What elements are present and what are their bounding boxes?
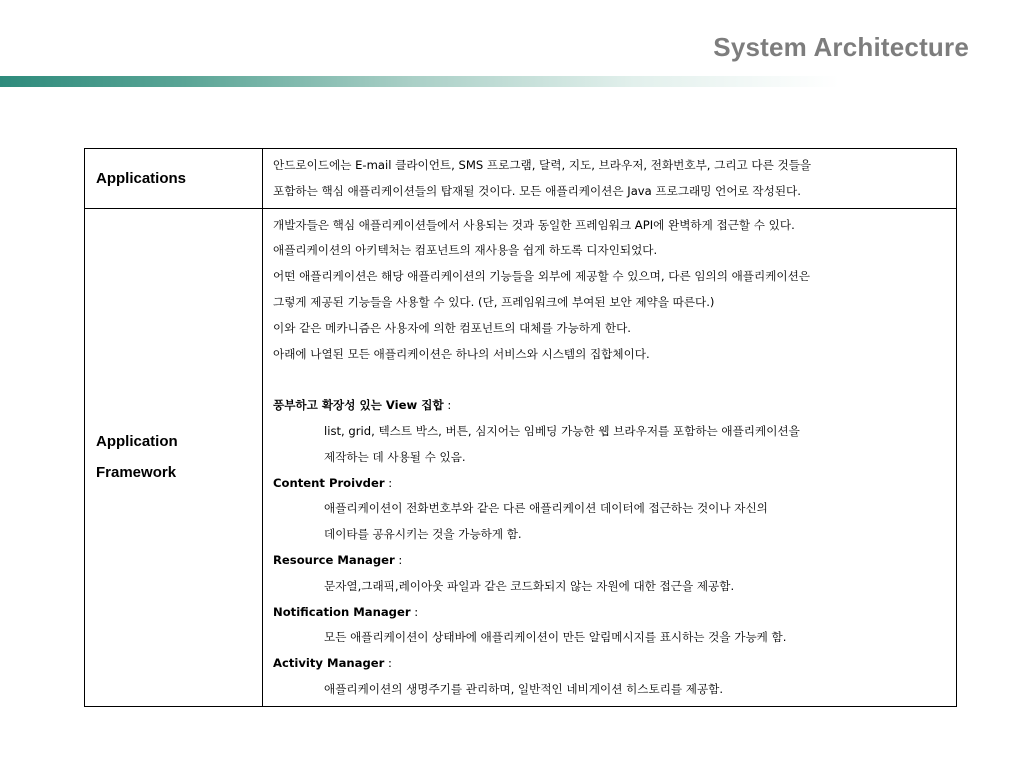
notification-manager-heading: Notification Manager	[273, 604, 411, 619]
framework-intro-line: 이와 같은 메카니즘은 사용자에 의한 컴포넌트의 대체를 가능하게 한다.	[273, 320, 631, 335]
framework-intro-line: 애플리케이션의 아키텍처는 컴포넌트의 재사용을 쉽게 하도록 디자인되었다.	[273, 243, 658, 258]
title-accent-bar	[0, 76, 1024, 87]
resource-manager-heading: Resource Manager	[273, 552, 395, 567]
resource-manager-line: 문자열,그래픽,레이아웃 파일과 같은 코드화되지 않는 자원에 대한 접근을 제공함.	[324, 578, 735, 593]
framework-label-line1: Application	[96, 433, 178, 451]
spacer	[273, 367, 948, 393]
framework-label-line2: Framework	[96, 464, 177, 482]
applications-content-cell	[263, 149, 957, 209]
activity-manager-line: 애플리케이션의 생명주기를 관리하며, 일반적인 네비게이션 히스토리를 제공함.	[324, 681, 724, 696]
content-provider-line: 애플리케이션이 전화번호부와 같은 다른 애플리케이션 데이터에 접근하는 것이나 자신의	[324, 501, 768, 516]
applications-label: Applications	[96, 169, 187, 187]
activity-manager-heading-line	[273, 651, 948, 677]
framework-content-cell	[263, 208, 957, 706]
content-provider-heading-line	[273, 471, 948, 497]
framework-intro-line: 그렇게 제공된 기능들을 사용할 수 있다. (단, 프레임워크에 부여된 보안 제약을 따른다.)	[273, 294, 715, 309]
applications-line: 포함하는 핵심 애플리케이션들의 탑재될 것이다. 모든 애플리케이션은 Java 프로그래밍 언어로 작성된다.	[273, 183, 801, 198]
framework-intro-line: 어떤 애플리케이션은 해당 애플리케이션의 기능들을 외부에 제공할 수 있으며, 다른 임의의 애플리케이션은	[273, 269, 811, 284]
content-provider-heading: Content Proivder	[273, 475, 385, 490]
resource-manager-heading-line	[273, 548, 948, 574]
views-line: list, grid, 텍스트 박스, 버튼, 심지어는 임베딩 가능한 웹 브라우저를 포함하는 애플리케이션을	[324, 423, 800, 438]
heading-suffix: :	[384, 656, 392, 671]
framework-label-cell	[85, 208, 263, 706]
slide-title: System Architecture	[713, 32, 969, 62]
views-heading-line	[273, 393, 948, 419]
views-line: 제작하는 데 사용될 수 있음.	[324, 449, 466, 464]
heading-suffix: :	[410, 604, 419, 619]
heading-suffix: :	[384, 475, 393, 490]
table-row-framework	[85, 208, 957, 706]
activity-manager-heading: Activity Manager	[273, 656, 385, 671]
framework-intro-line: 아래에 나열된 모든 애플리케이션은 하나의 서비스와 시스템의 집합체이다.	[273, 346, 650, 361]
applications-line: 안드로이드에는 E-mail 클라이언트, SMS 프로그램, 달력, 지도, 브라우저, 전화번호부, 그리고 다른 것들을	[273, 158, 812, 172]
table-row-applications	[85, 149, 957, 209]
content-provider-line: 데이타를 공유시키는 것을 가능하게 함.	[324, 527, 522, 542]
framework-intro-line: 개발자들은 핵심 애플리케이션들에서 사용되는 것과 동일한 프레임워크 API에 완벽하게 접근할 수 있다.	[273, 217, 795, 232]
applications-label-cell	[85, 149, 263, 209]
views-heading: 풍부하고 확장성 있는 View 집합	[273, 398, 444, 413]
architecture-table	[84, 148, 957, 707]
heading-suffix: :	[394, 552, 403, 567]
heading-suffix: :	[443, 398, 452, 413]
notification-manager-line: 모든 애플리케이션이 상태바에 애플리케이션이 만든 알림메시지를 표시하는 것을 가능케 함.	[324, 630, 787, 645]
notification-manager-heading-line	[273, 600, 948, 626]
